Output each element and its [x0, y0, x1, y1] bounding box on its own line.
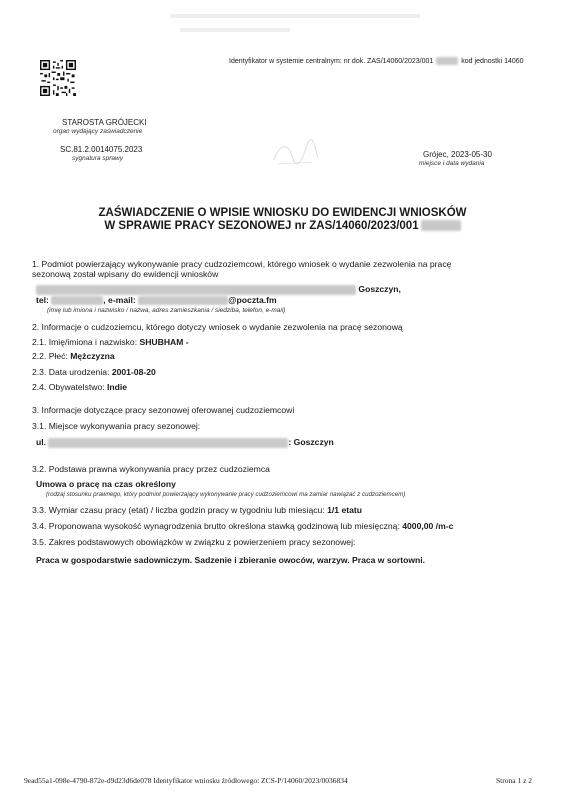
show-through-line — [170, 14, 420, 18]
work-place-value-row — [36, 437, 334, 448]
issuer-role: organ wydający zaświadczenie — [53, 128, 143, 135]
email-domain: @poczta.fm — [228, 295, 277, 305]
issuer-name: STAROSTA GRÓJECKI — [62, 118, 147, 127]
salary-row: 3.4. Proponowana wysokość wynagrodzenia brutto określona stawką godzinową lub miesięczną: 4000,00 /m-c — [32, 521, 454, 531]
entity-city: Goszczyn, — [358, 284, 401, 294]
redacted-block — [51, 296, 103, 305]
document-title-line2 — [0, 220, 565, 232]
citizenship-value: Indie — [107, 382, 128, 392]
section1-text-b: sezonową został wpisany do ewidencji wniosków — [32, 269, 219, 279]
redacted-block — [421, 220, 461, 231]
show-through-line — [180, 28, 290, 32]
signature-show-through — [270, 138, 320, 168]
working-hours-row: 3.3. Wymiar czasu pracy (etat) / liczba godzin pracy w tygodniu lub miesiącu: 1/1 etatu — [32, 505, 362, 515]
redacted-block — [138, 296, 228, 305]
section1-text-a: 1. Podmiot powierzający wykonywanie pracy cudzoziemcowi, którego wniosek o wydanie zezwolenia na pracę — [32, 259, 452, 269]
foreigner-name: SHUBHAM - — [139, 337, 189, 347]
central-system-identifier — [229, 57, 524, 65]
legal-basis-note: (rodzaj stosunku prawnego, który podmiot powierzający wykonywanie pracy cudzoziemcowi ma zamiar nawiązać z cudzoziemcem) — [46, 491, 406, 498]
legal-basis-label-row: 3.2. Podstawa prawna wykonywania pracy przez cudzoziemca — [32, 464, 270, 474]
document-title-line1: ZAŚWIADCZENIE O WPISIE WNIOSKU DO EWIDENCJI WNIOSKÓW — [98, 207, 467, 219]
section1-note: (imię lub imiona i nazwisko / nazwa, adres zamieszkania / siedziba, telefon, e-mail) — [47, 307, 286, 314]
identifier-text: Identyfikator w systemie centralnym: nr dok. ZAS/14060/2023/001 — [229, 57, 434, 65]
redacted-block — [436, 57, 458, 65]
redacted-block — [48, 438, 288, 448]
tel-label: tel: — [36, 295, 49, 305]
sex-value: Mężczyzna — [70, 351, 115, 361]
title-number: W SPRAWIE PRACY SEZONOWEJ nr ZAS/14060/2023/001 — [104, 220, 419, 232]
foreigner-name-row: 2.1. Imię/imiona i nazwisko: SHUBHAM - — [32, 337, 189, 347]
birth-date-value: 2001-08-20 — [111, 367, 156, 377]
birth-date-row: 2.3. Data urodzenia: 2001-08-20 — [32, 367, 156, 377]
salary-value: 4000,00 /m-c — [402, 521, 454, 531]
email-label: , e-mail: — [103, 295, 136, 305]
case-number: SC.81.2.0014075.2023 — [60, 145, 143, 154]
place-date-label: miejsce i data wydania — [419, 160, 485, 167]
page-number: Strona 1 z 2 — [496, 776, 533, 785]
duties-label-row: 3.5. Zakres podstawowych obowiązków w związku z powierzeniem pracy sezonowej: — [32, 537, 356, 547]
qr-code — [40, 60, 76, 96]
duties-value: Praca w gospodarstwie sadowniczym. Sadzenie i zbieranie owoców, warzyw. Praca w sortowni. — [36, 555, 426, 565]
entity-line — [36, 284, 401, 295]
citizenship-row: 2.4. Obywatelstwo: Indie — [32, 382, 128, 392]
unit-code: kod jednostki 14060 — [461, 57, 524, 65]
street-prefix: ul. — [36, 437, 47, 447]
redacted-block — [36, 285, 356, 295]
case-number-label: sygnatura sprawy — [72, 155, 123, 162]
footer-identifier: 9ead55a1-098e-4790-872e-d9d23d6de078 Identyfikator wniosku źródłowego: ZCS-P/14060/2023/0036834 — [24, 776, 348, 785]
work-place-label-row: 3.1. Miejsce wykonywania pracy sezonowej: — [32, 421, 201, 431]
section3-heading: 3. Informacje dotyczące pracy sezonowej oferowanej cudzoziemcowi — [32, 405, 295, 415]
place-date: Grójec, 2023-05-30 — [423, 150, 492, 159]
contact-line — [36, 295, 277, 305]
section2-heading: 2. Informacje o cudzoziemcu, którego dotyczy wniosek o wydanie zezwolenia na pracę sezonową — [32, 322, 403, 332]
legal-basis-value: Umowa o pracę na czas określony — [36, 479, 176, 489]
sex-row: 2.2. Płeć: Mężczyzna — [32, 351, 115, 361]
working-hours-value: 1/1 etatu — [327, 505, 362, 515]
work-place-city: : Goszczyn — [288, 437, 334, 447]
